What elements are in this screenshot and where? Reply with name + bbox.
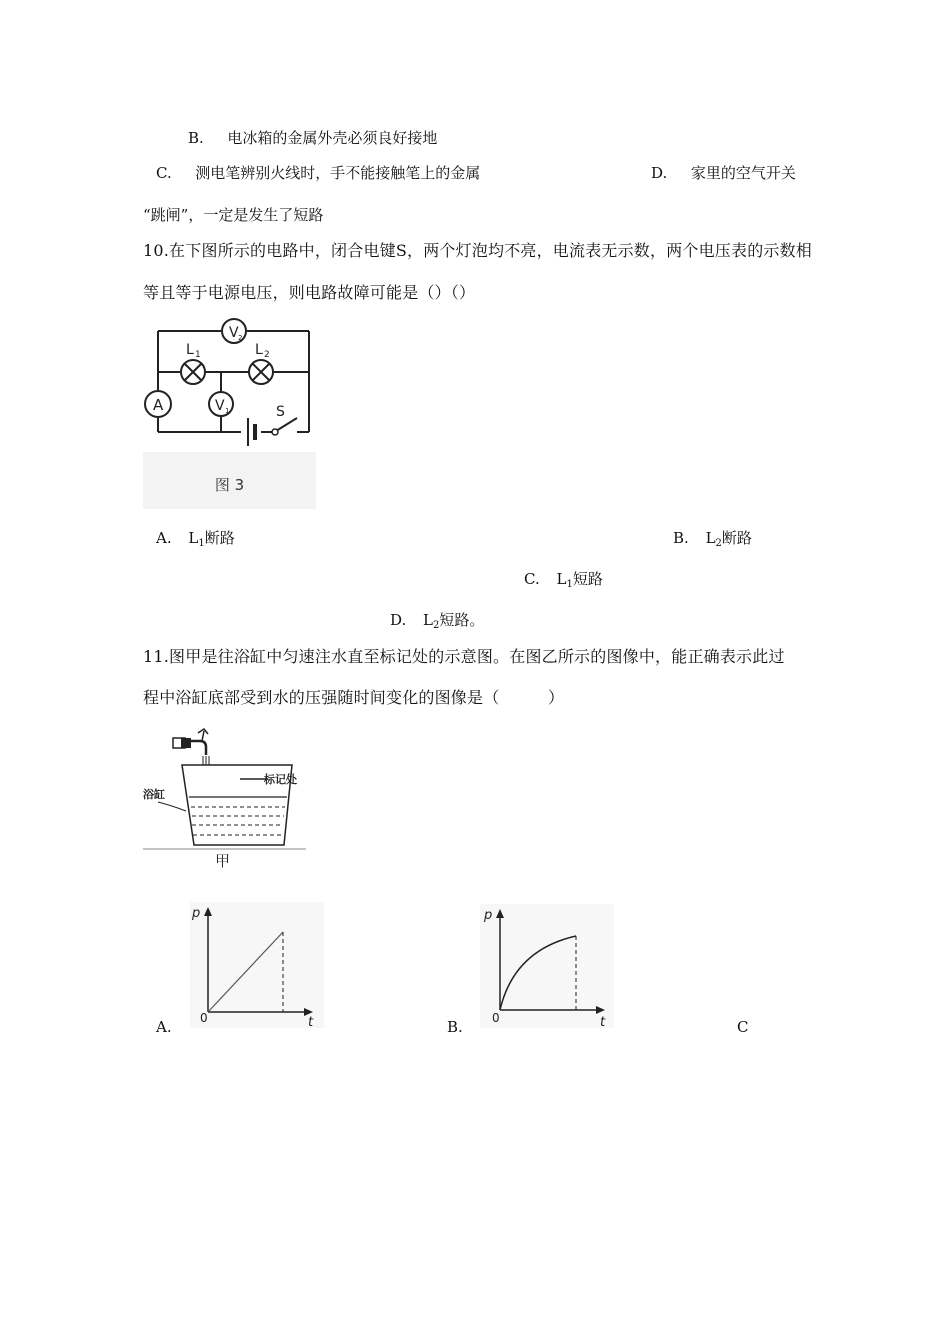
q10-option-b-lamp: L <box>705 529 716 547</box>
graph-b-y-label: p <box>484 908 493 923</box>
q10-circuit-diagram <box>143 312 323 454</box>
q11-graph-a <box>186 900 328 1032</box>
q11-stem-line1: 11.图甲是往浴缸中匀速注水直至标记处的示意图。在图乙所示的图像中，能正确表示此过 <box>143 647 785 666</box>
q10-option-b <box>673 528 752 554</box>
q10-option-a-sub: 1 <box>198 538 205 549</box>
q9-option-c <box>156 163 480 183</box>
q10-option-a-lamp: L <box>188 529 199 547</box>
q9-option-b-letter: B. <box>188 129 204 147</box>
q10-figure-caption-box <box>143 452 316 509</box>
q10-option-d-lamp: L <box>423 611 434 629</box>
q10-stem-line2: 等且等于电源电压，则电路故障可能是（）（） <box>143 283 476 302</box>
switch-label: S <box>276 404 285 420</box>
q10-option-d-letter: D. <box>390 611 407 629</box>
lamp-l2-icon <box>249 360 273 384</box>
q9-option-d-letter: D. <box>651 164 668 182</box>
q10-option-c-text: 短路 <box>572 570 603 588</box>
graph-a-x-label: t <box>308 1015 314 1030</box>
q11-stem-line2: 程中浴缸底部受到水的压强随时间变化的图像是（ ） <box>143 688 565 707</box>
q10-option-a <box>156 528 235 554</box>
figure-jia-caption: 甲 <box>215 852 231 870</box>
q9-option-c-text: 测电笔辨别火线时，手不能接触笔上的金属 <box>195 164 481 182</box>
graph-a-origin: 0 <box>200 1011 208 1025</box>
q10-option-c-sub: 1 <box>566 579 573 590</box>
graph-b-origin: 0 <box>492 1011 500 1025</box>
q9-option-c-letter: C. <box>156 164 172 182</box>
q11-option-c-letter: C <box>737 1018 749 1036</box>
q9-option-d-continued: “跳闸”，一定是发生了短路 <box>143 206 324 224</box>
q11-option-b-letter: B. <box>447 1018 463 1036</box>
v1-label: V <box>215 398 225 414</box>
q9-option-d-text: 家里的空气开关 <box>690 164 796 182</box>
graph-a-y-label: p <box>192 906 201 921</box>
l1-label: L <box>186 342 194 358</box>
q11-bathtub-diagram <box>140 725 310 875</box>
q10-option-d-text: 短路。 <box>439 611 485 629</box>
q10-option-b-letter: B. <box>673 529 689 547</box>
v2-label: V <box>229 325 239 341</box>
lamp-l1-icon <box>181 360 205 384</box>
q10-option-c <box>524 569 603 595</box>
q9-option-b-text: 电冰箱的金属外壳必须良好接地 <box>227 129 438 147</box>
l1-subscript: 1 <box>195 350 201 360</box>
q10-figure-caption: 图 3 <box>214 476 245 494</box>
q10-option-d-sub: 2 <box>433 620 440 631</box>
q11-option-a-letter: A. <box>156 1018 172 1036</box>
v2-subscript: 2 <box>238 334 243 342</box>
q11-graph-b <box>476 902 618 1032</box>
q10-option-c-letter: C. <box>524 570 540 588</box>
q10-option-a-letter: A. <box>156 529 172 547</box>
v1-subscript: 1 <box>225 407 230 415</box>
q9-option-b <box>188 128 437 148</box>
graph-b-x-label: t <box>600 1015 606 1030</box>
mark-label: 标记处 <box>264 773 297 786</box>
ammeter-label: A <box>153 396 164 414</box>
q10-stem-line1: 10.在下图所示的电路中，闭合电键S，两个灯泡均不亮，电流表无示数，两个电压表的示数相 <box>143 241 813 260</box>
q10-option-b-text: 断路 <box>721 529 752 547</box>
q9-option-d <box>651 163 796 183</box>
q10-option-d <box>390 610 484 636</box>
q10-option-b-sub: 2 <box>715 538 722 549</box>
l2-subscript: 2 <box>264 350 270 360</box>
q10-option-a-text: 断路 <box>204 529 235 547</box>
l2-label: L <box>255 342 263 358</box>
tub-label: 浴缸 <box>143 788 165 801</box>
q10-option-c-lamp: L <box>556 570 567 588</box>
